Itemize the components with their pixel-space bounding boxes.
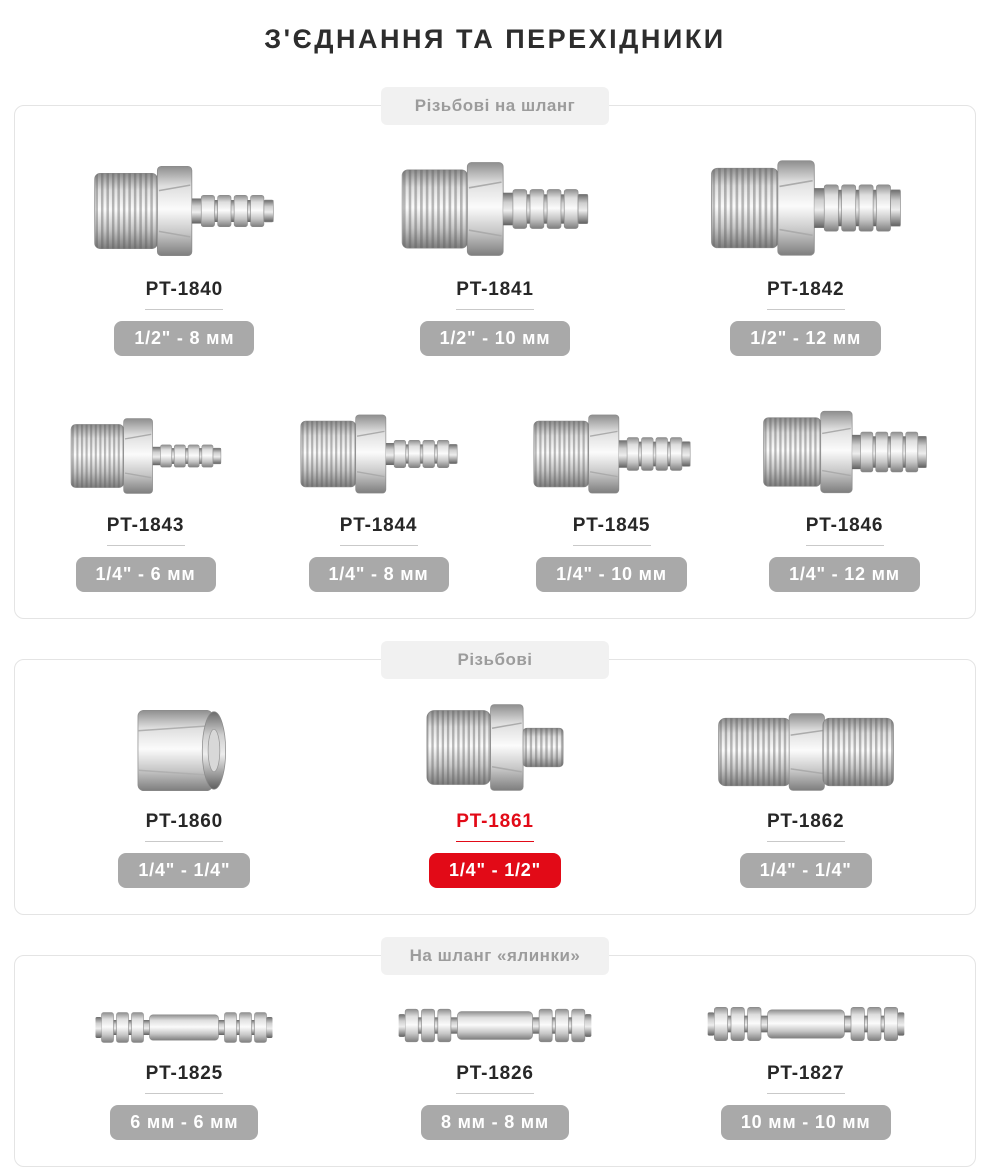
code-divider (456, 309, 534, 310)
code-divider (340, 545, 418, 546)
product-card-pt-1860[interactable] (29, 702, 340, 888)
code-divider (573, 545, 651, 546)
size-badge: 1/2" - 8 мм (114, 321, 254, 356)
size-badge: 1/4" - 1/4" (118, 853, 250, 888)
product-photo-pt-1825 (94, 998, 274, 1050)
product-card-pt-1844[interactable] (262, 402, 495, 592)
product-code: PT-1841 (456, 279, 534, 300)
code-divider (145, 309, 223, 310)
size-badge: 1/2" - 10 мм (420, 321, 571, 356)
section-label-threaded: Різьбові (381, 641, 609, 679)
product-photo-pt-1861 (421, 702, 569, 798)
product-code: PT-1844 (339, 515, 418, 536)
hose-splice-image (397, 1001, 593, 1050)
product-card-pt-1826[interactable] (340, 998, 651, 1140)
product-row (29, 402, 961, 592)
product-card-pt-1845[interactable] (495, 402, 728, 592)
product-code: PT-1826 (456, 1063, 534, 1084)
product-photo-pt-1827 (706, 998, 906, 1050)
code-divider (107, 545, 185, 546)
product-photo-pt-1860 (129, 702, 239, 798)
equal-nipple-image (714, 706, 898, 798)
product-row (29, 702, 961, 888)
size-badge: 1/4" - 1/2" (429, 853, 561, 888)
hose-splice-image (94, 1005, 274, 1050)
product-code: PT-1825 (145, 1063, 224, 1084)
code-divider (806, 545, 884, 546)
thread-hose-adapter-image (706, 150, 906, 266)
section-threaded (14, 650, 976, 915)
product-photo-pt-1841 (394, 148, 596, 266)
page-title: З'ЄДНАННЯ ТА ПЕРЕХІДНИКИ (264, 24, 726, 54)
product-card-pt-1841[interactable] (340, 148, 651, 356)
product-photo-pt-1862 (714, 702, 898, 798)
section-label-threaded-hose: Різьбові на шланг (381, 87, 609, 125)
thread-hose-adapter-image (756, 402, 934, 502)
reducing-nipple-image (421, 694, 569, 798)
size-badge: 1/2" - 12 мм (730, 321, 881, 356)
product-photo-pt-1844 (294, 402, 464, 502)
hex-coupling-image (129, 703, 239, 798)
thread-hose-adapter-image (394, 152, 596, 266)
product-card-pt-1843[interactable] (29, 402, 262, 592)
size-badge: 8 мм - 8 мм (421, 1105, 569, 1140)
product-photo-pt-1845 (529, 402, 695, 502)
thread-hose-adapter-image (67, 410, 225, 502)
code-divider (145, 1093, 223, 1094)
code-divider (767, 309, 845, 310)
product-code: PT-1840 (145, 279, 224, 300)
section-label-hose-splice: На шланг «ялинки» (381, 937, 609, 975)
product-photo-pt-1826 (397, 998, 593, 1050)
product-photo-pt-1846 (756, 402, 934, 502)
product-card-pt-1846[interactable] (728, 402, 961, 592)
product-code: PT-1843 (106, 515, 185, 536)
product-card-pt-1862[interactable] (650, 702, 961, 888)
product-row (29, 148, 961, 356)
code-divider (767, 841, 845, 842)
code-divider (145, 841, 223, 842)
product-card-pt-1861[interactable] (340, 702, 651, 888)
size-badge: 6 мм - 6 мм (110, 1105, 258, 1140)
size-badge: 1/4" - 10 мм (536, 557, 687, 592)
product-card-pt-1842[interactable] (650, 148, 961, 356)
size-badge: 1/4" - 1/4" (740, 853, 872, 888)
product-code: PT-1860 (145, 811, 224, 832)
product-code: PT-1842 (766, 279, 845, 300)
product-card-pt-1840[interactable] (29, 148, 340, 356)
hose-splice-image (706, 998, 906, 1050)
section-threaded-hose (14, 96, 976, 619)
thread-hose-adapter-image (529, 406, 695, 502)
product-code: PT-1861 (456, 811, 534, 832)
product-card-pt-1825[interactable] (29, 998, 340, 1140)
product-photo-pt-1843 (67, 402, 225, 502)
section-hose-splice (14, 946, 976, 1167)
product-row (29, 998, 961, 1140)
product-photo-pt-1842 (706, 148, 906, 266)
thread-hose-adapter-image (294, 406, 464, 502)
size-badge: 1/4" - 6 мм (76, 557, 216, 592)
code-divider (767, 1093, 845, 1094)
size-badge: 10 мм - 10 мм (721, 1105, 891, 1140)
product-card-pt-1827[interactable] (650, 998, 961, 1140)
code-divider (456, 1093, 534, 1094)
product-code: PT-1827 (766, 1063, 845, 1084)
thread-hose-adapter-image (90, 156, 278, 266)
code-divider (456, 841, 534, 842)
product-photo-pt-1840 (90, 148, 278, 266)
product-code: PT-1862 (766, 811, 845, 832)
product-code: PT-1846 (805, 515, 884, 536)
size-badge: 1/4" - 8 мм (309, 557, 449, 592)
product-code: PT-1845 (572, 515, 651, 536)
size-badge: 1/4" - 12 мм (769, 557, 920, 592)
